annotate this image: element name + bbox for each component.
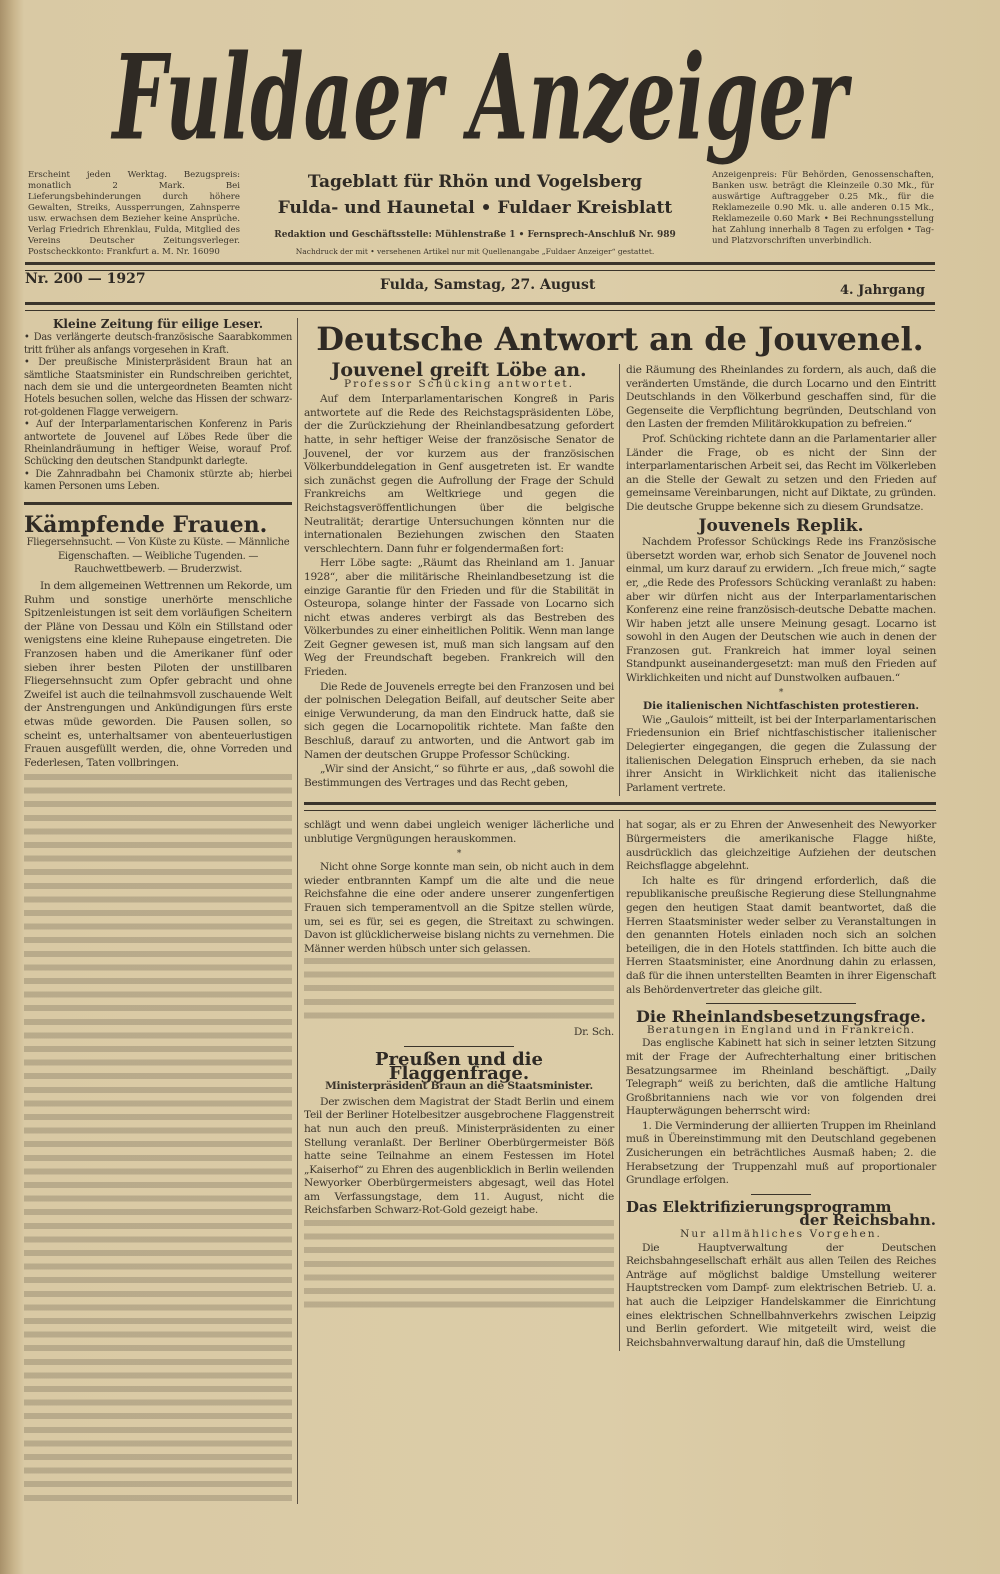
article-paragraph: schlägt und wenn dabei ungleich weniger lächerliche und unblutige Vergnügungen herauskommen.	[304, 819, 614, 845]
brief-item: • Die Zahnradbahn bei Chamonix stürzte ab; hierbei kamen Personen ums Leben.	[24, 468, 292, 493]
article-subtitle: Professor Schücking antwortet.	[343, 377, 575, 390]
brief-item: • Der preußische Ministerpräsident Braun hat an sämtliche Staatsminister ein Rundschreiben gerichtet, nach dem sie und die untergeordneten Beamten nicht Hotels besuchen sollen, welche das Hissen der schwarz-rot-goldenen Flagge verweigern.	[24, 357, 292, 418]
article-paragraph: Auf dem Interparlamentarischen Kongreß in Paris antwortete auf die Rede des Reichstagspräsidenten Löbe, der die Zurückziehung der Rheinlandbesatzung gefordert hatte, in sehr heftiger Weise der französische Senator de Jouvenel, der vor kurzem aus der französischen Völkerbunddelegation in Genf ausgetreten ist. Er wandte sich zunächst gegen die Aufrollung der Frage der Schuld Frankreichs am Weltkriege und gegen die Reichstagsveröffentlichungen über die belgische Neutralität; derartige Untersuchungen könnten nur die internationalen Beziehungen zwischen den Staaten verschlechtern. Dann fuhr er folgendermaßen fort:	[304, 393, 614, 555]
article-subtitle: Ministerpräsident Braun an die Staatsminister.	[325, 1080, 593, 1093]
office-address: Redaktion und Geschäftsstelle: Mühlenstraße 1 • Fernsprech-Anschluß Nr. 989	[274, 230, 676, 240]
article-paragraph: „Wir sind der Ansicht,“ so führte er aus, „daß sowohl die Bestimmungen des Vertrages und das Recht geben,	[304, 763, 614, 789]
article-title: Preußen und die Flaggenfrage.	[375, 1048, 543, 1084]
article-prussia-flag	[304, 1048, 614, 1315]
article-subtitle: Nur allmähliches Vorgehen.	[680, 1228, 882, 1241]
article-jouvenel	[304, 359, 614, 796]
right-lower-column	[619, 819, 936, 1351]
short-divider	[751, 1194, 811, 1195]
place-date: Fulda, Samstag, 27. August	[380, 277, 596, 293]
article-paragraph: Nicht ohne Sorge konnte man sein, ob nicht auch in dem wieder entbrannten Kampf um die alte und die neue Reichsfahne die eine oder andere unserer zungenfertigen Frauen sich temperamentvoll an die Spitze stellen würde, um, sei es für, sei es gegen, die Streitaxt zu schwingen. Davon ist glücklicherweise bislang nichts zu vernehmen. Die Männer werden hübsch unter sich gelassen.	[304, 861, 614, 955]
article-subtitle: Fliegersehnsucht. — Von Küste zu Küste. — Männliche Eigenschaften. — Weibliche Tugenden. — Rauchwettbewerb. — Bruderzwist.	[26, 537, 290, 576]
section-divider	[304, 802, 936, 811]
upper-columns	[304, 359, 936, 796]
italians-title: Die italienischen Nichtfaschisten protestieren.	[642, 700, 920, 713]
illegible-text-lines	[304, 958, 614, 1026]
article-paragraph: 1. Die Verminderung der alliierten Truppen im Rheinland muß in Übereinstimmung mit den Deutschland gegebenen Zusicherungen ein beträchtliches Ausmaß haben; 2. die Herabsetzung der Truppenzahl muß auf proportionaler Grundlage erfolgen.	[626, 1119, 936, 1187]
volume: 4. Jahrgang	[840, 283, 926, 298]
article-kaempfende-frauen	[24, 511, 293, 1505]
subtitle-line-2: Fulda- und Haunetal • Fuldaer Kreisblatt	[277, 198, 673, 218]
main-area	[298, 318, 936, 1504]
article-title: Jouvenel greift Löbe an.	[331, 359, 587, 381]
brief-item: • Das verlängerte deutsch-französische Saarabkommen tritt früher als anfangs vorgesehen in Kraft.	[24, 332, 292, 356]
article-title-line-1: Das Elektrifizierungsprogramm	[626, 1197, 892, 1216]
lower-columns	[304, 819, 936, 1351]
article-paragraph: In dem allgemeinen Wettrennen um Rekorde, um Ruhm und sonstige unerhörte menschliche Spitzenleistungen ist seit dem vorläufigen Scheitern der Pläne von Dessau und Köln ein Stillstand oder wenigstens eine kleine Ruhepause eingetreten. Die Franzosen haben und die Amerikaner fünf oder sieben ihrer besten Piloten der unstillbaren Fliegersehnsucht zum Opfer gebracht und ohne Zweifel ist auch die teilnahmsvoll zuschauende Welt der Anstrengungen und Ankündigungen fürs erste etwas müde geworden. Die Pausen sollen, so scheint es, unterhaltsamer von abenteuerlustigen Frauen ausgefüllt werden, die, ohne Vorreden und Federlesen, Taten vollbringen.	[24, 580, 293, 769]
article-jouvenel-continued	[619, 364, 936, 796]
illegible-text-lines	[304, 1220, 614, 1315]
article-paragraph: Ich halte es für dringend erforderlich, daß die republikanische preußische Regierung diese Stellungnahme gegen den heutigen Staat damit beantwortet, daß die Herren Staatsminister weder selber zu Veranstaltungen in den genannten Hotels einladen noch sich an solchen beteiligen, die in den Hotels stattfinden. Ich bitte auch die Herren Staatsminister, eine Anordnung dahin zu erlassen, daß für die ihnen unterstellten Beamten in ihrer Eigenschaft als Behördenvertreter das gleiche gilt.	[626, 874, 936, 996]
article-title: Die Rheinlandsbesetzungsfrage.	[636, 1007, 926, 1027]
dateline-divider	[25, 302, 935, 311]
brief-item: • Auf der Interparlamentarischen Konferenz in Paris antwortete de Jouvenel auf Löbes Rede über die Rheinlandräumung in heftiger Weise, worauf Prof. Schücking den deutschen Standpunkt darlegte.	[24, 419, 292, 468]
masthead-divider	[25, 262, 935, 271]
separator-asterisk: *	[456, 848, 462, 859]
article-paragraph: hat sogar, als er zu Ehren der Anwesenheit des Newyorker Bürgermeisters die amerikanische Flagge hißte, ausdrücklich das gleichzeitige Aufziehen der deutschen Reichsflagge abgelehnt.	[626, 819, 936, 873]
article-paragraph: Prof. Schücking richtete dann an die Parlamentarier aller Länder die Frage, ob es nicht der Sinn der interparlamentarischen Arbeit sei, das Recht im Völkerleben an die Stelle der Gewalt zu setzen und den Frieden auf gemeinsame Vereinbarungen, nicht auf Diktate, zu gründen. Die deutsche Gruppe bekenne sich zu diesem Grundsatze.	[626, 432, 936, 513]
main-headline: Deutsche Antwort an de Jouvenel.	[316, 320, 924, 358]
section-divider	[24, 502, 292, 505]
advertising-rates-info: Anzeigenpreis: Für Behörden, Genossenschaften, Banken usw. beträgt die Kleinzeile 0.30 Mk., für auswärtige Auftraggeber 0.25 Mk., für die Reklamezeile 0.90 Mk. u. alle anderen 0.15 Mk., Reklamezeile 0.60 Mark • Bei Rechnungsstellung hat Zahlung innerhalb 8 Tagen zu erfolgen • Tag- und Platzvorschriften unverbindlich.	[712, 170, 934, 246]
article-paragraph: Das englische Kabinett hat sich in seiner letzten Sitzung mit der Frage der Aufrechterhaltung einer britischen Besatzungsarmee im Rheinland beschäftigt. „Daily Telegraph“ weiß zu berichten, daß die amtliche Haltung Großbritanniens nach wie vor von folgenden drei Haupterwägungen beherrscht wird:	[626, 1037, 936, 1118]
separator-asterisk: *	[778, 687, 784, 698]
illegible-text-lines	[24, 774, 292, 1504]
article-paragraph: Der zwischen dem Magistrat der Stadt Berlin und einem Teil der Berliner Hotelbesitzer ausgebrochene Flaggenstreit hat nun auch den preuß. Ministerpräsidenten zu einer Stellung veranlaßt. Der Berliner Oberbürgermeister Böß hatte seine Teilnahme an einem Festessen im Hotel „Kaiserhof“ zu Ehren des augenblicklich in Berlin weilenden Newyorker Oberbürgermeisters abgesagt, weil das Hotel am Verfassungstage, dem 11. August, nicht die Reichsfarben Schwarz-Rot-Gold gezeigt habe.	[304, 1095, 614, 1217]
article-paragraph: Wie „Gaulois“ mitteilt, ist bei der Interparlamentarischen Friedensunion ein Brief nichtfaschistischer italienischer Delegierter eingegangen, die gegen die Zulassung der italienischen Delegation Einspruch erheben, da sie nach ihrer Ansicht in Wirklichkeit nicht das italienische Parlament vertrete.	[626, 713, 936, 794]
left-column	[24, 318, 298, 1504]
newspaper-title: Fuldaer Anzeiger	[112, 29, 848, 167]
article-electrification	[626, 1197, 936, 1351]
page-body	[24, 318, 936, 1504]
issue-number: Nr. 200 — 1927	[25, 271, 146, 287]
article-paragraph: Die Hauptverwaltung der Deutschen Reichsbahngesellschaft erhält aus allen Teilen des Reiches Anträge auf möglichst baldige Umstellung weiterer Hauptstrecken vom Dampf- zum elektrischen Betrieb. U. a. hat auch die Leipziger Handelskammer die Einrichtung eines elektrischen Schnellbahnverkehrs zwischen Leipzig und Berlin gefordert. Wie mitgeteilt wird, weist die Reichsbahnverwaltung darauf hin, daß die Umstellung	[626, 1241, 936, 1349]
short-divider	[404, 1046, 514, 1047]
article-title-line-2: der Reichsbahn.	[799, 1211, 936, 1230]
article-paragraph: Die Rede de Jouvenels erregte bei den Franzosen und bei der polnischen Delegation Beifall, auf deutscher Seite aber einige Verwunderung, da man den Eindruck hatte, daß sie sich gegen die Locarnopolitik richtete. Man faßte den Beschluß, darauf zu antworten, und die Antwort gab im Namen der deutschen Gruppe Professor Schücking.	[304, 680, 614, 761]
briefs-title: Kleine Zeitung für eilige Leser.	[53, 317, 263, 331]
article-subtitle: Beratungen in England und in Frankreich.	[646, 1023, 916, 1036]
article-flag-continued	[626, 819, 936, 997]
article-title: Kämpfende Frauen.	[24, 511, 268, 538]
subscription-info: Erscheint jeden Werktag. Bezugspreis: monatlich 2 Mark. Bei Lieferungsbehinderungen durch höhere Gewalten, Streiks, Aussperrungen, Zahnsperre usw. erwachsen dem Bezieher keine Ansprüche. Verlag Friedrich Ehrenklau, Fulda, Mitglied des Vereins Deutscher Zeitungsverleger. Postscheckkonto: Frankfurt a. M. Nr. 16090	[28, 170, 240, 257]
article-paragraph: Herr Löbe sagte: „Räumt das Rheinland am 1. Januar 1928“, aber die militärische Rheinlandbesetzung ist die einzige Garantie für den Frieden und für die Stabilität in Osteuropa, solange hinter der Fassade von Locarno sich nicht etwas anderes verbirgt als das Bestreben des Völkerbundes zu einer einheitlichen Politik. Wenn man lange Zeit Gegner gewesen ist, muß man sich langsam auf den Weg der Freundschaft begeben. Frankreich will den Frieden.	[304, 557, 614, 679]
article-women-continued	[304, 819, 614, 1040]
middle-lower-column	[304, 819, 614, 1351]
article-paragraph: Nachdem Professor Schückings Rede ins Französische übersetzt worden war, erhob sich Senator de Jouvenel noch einmal, um kurz darauf zu erwidern. „Ich freue mich,“ sagte er, „die Rede des Professors Schücking veranlaßt zu haben: aber wir dürfen nicht aus der Interparlamentarischen Konferenz eine reine französisch-deutsche Debatte machen. Wir haben jetzt alle unsere Meinung gesagt. Locarno ist sowohl in den Augen der Deutschen wie auch in denen der Franzosen gut. Frankreich hat immer loyal seinen Standpunkt auseinandergesetzt: man muß den Frieden auf Wirklichkeiten und nicht auf Dunstwolken aufbauen.“	[626, 536, 936, 685]
briefs-section	[24, 318, 292, 494]
article-paragraph: die Räumung des Rheinlandes zu fordern, als auch, daß die veränderten Umstände, die durch Locarno und den Eintritt Deutschlands in den Völkerbund geschaffen sind, für die Gegenseite die Verpflichtung begründen, Deutschland von den Lasten der fremden Militärokkupation zu befreien.“	[626, 364, 936, 431]
reprint-notice: Nachdruck der mit • versehenen Artikel nur mit Quellenangabe „Fuldaer Anzeiger“ gestattet.	[295, 247, 655, 256]
short-divider	[706, 1003, 856, 1004]
article-rhineland	[626, 1007, 936, 1188]
author-signature: Dr. Sch.	[573, 1026, 614, 1039]
subtitle-line-1: Tageblatt für Rhön und Vogelsberg	[307, 172, 643, 192]
reply-title: Jouvenels Replik.	[698, 515, 864, 536]
